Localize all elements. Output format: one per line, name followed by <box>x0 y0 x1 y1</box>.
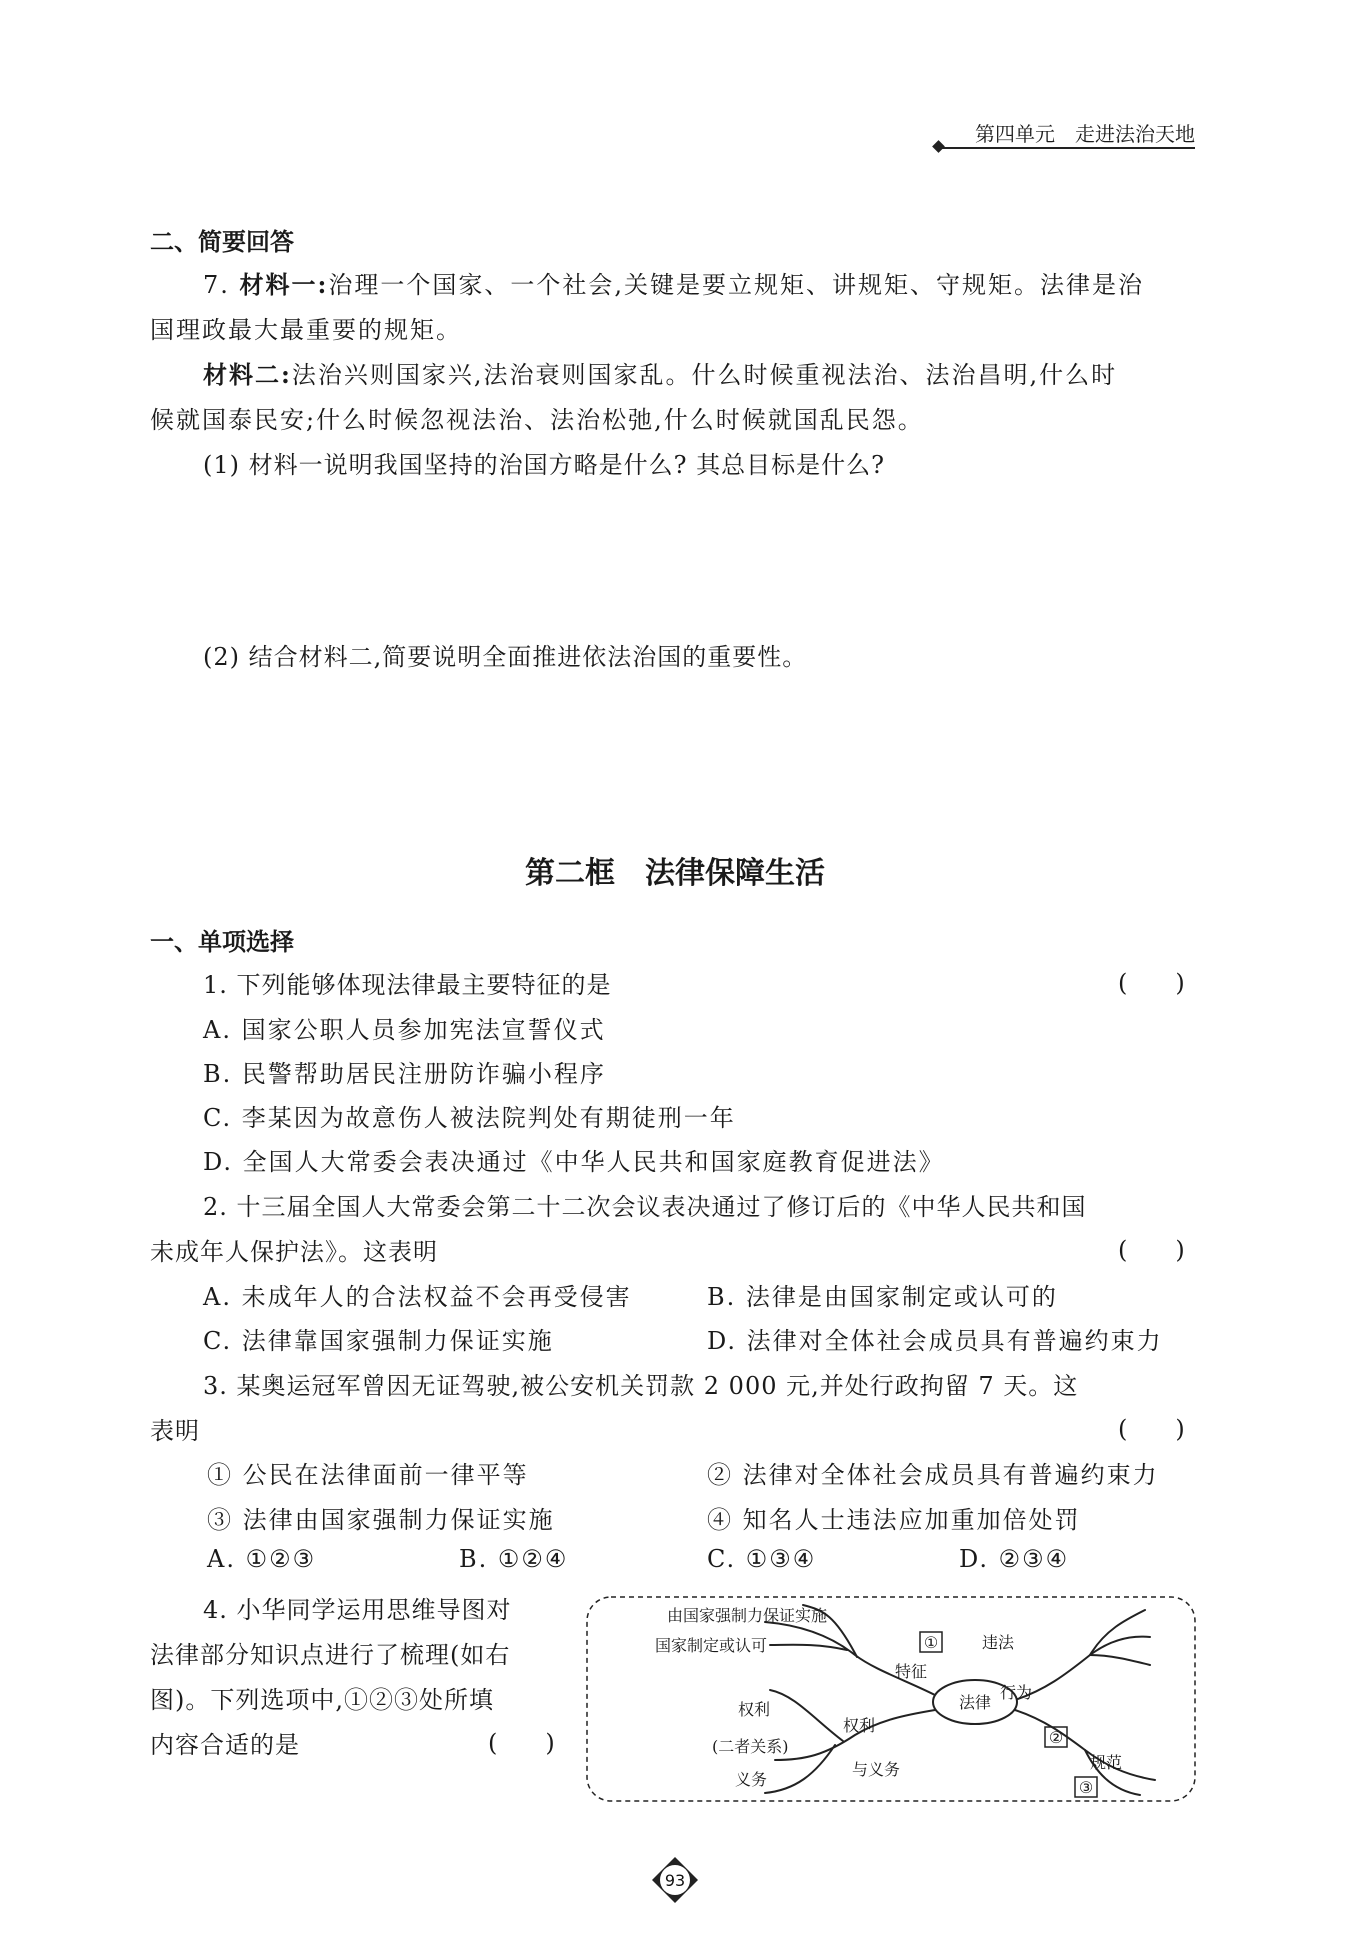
q4-answer-paren: ( ) <box>488 1729 555 1757</box>
q4-stem-line4: 内容合适的是 <box>150 1731 300 1759</box>
node-norm: 规范 <box>1090 1753 1123 1772</box>
q4-stem-line2: 法律部分知识点进行了梳理(如右 <box>150 1641 511 1669</box>
q7-sub-question-2: (2) 结合材料二,简要说明全面推进依法治国的重要性。 <box>203 643 808 671</box>
q7-material2-line2: 候就国泰民安;什么时候忽视法治、法治松弛,什么时候就国乱民怨。 <box>150 406 924 434</box>
q3-option-b: B. ①②④ <box>459 1545 569 1573</box>
section-heading-brief: 二、简要回答 <box>150 228 294 256</box>
q3-option-c: C. ①③④ <box>707 1545 817 1573</box>
branch-made <box>770 1645 847 1650</box>
blank-3-label: ③ <box>1078 1778 1094 1797</box>
center-label: 法律 <box>958 1693 992 1712</box>
page-number-badge <box>650 1855 700 1905</box>
q7-material1-line1 <box>203 265 1144 300</box>
blank-2-label: ② <box>1048 1728 1064 1747</box>
q7-sub-question-1: (1) 材料一说明我国坚持的治国方略是什么? 其总目标是什么? <box>203 451 885 479</box>
unit-header: 第四单元 走进法治天地 <box>975 122 1195 146</box>
q7-material1-line2: 国理政最大最重要的规矩。 <box>150 316 462 344</box>
q7-material1-label: 材料一: <box>239 270 329 299</box>
q3-stem-line1: 3. 某奥运冠军曾因无证驾驶,被公安机关罚款 2 000 元,并处行政拘留 7 天。这 <box>203 1372 1079 1400</box>
node-violate: 违法 <box>982 1633 1015 1652</box>
q3-stem-line2: 表明 <box>150 1417 200 1445</box>
q7-material2-line1 <box>203 355 1117 390</box>
node-rights: 权利 <box>738 1700 771 1719</box>
branch-feature <box>765 1622 935 1695</box>
q7-number: 7. <box>203 271 240 299</box>
q1-option-a: A. 国家公职人员参加宪法宣誓仪式 <box>203 1016 606 1044</box>
node-rights-branch: 权利 <box>843 1716 876 1735</box>
q3-option-d: D. ②③④ <box>959 1545 1070 1573</box>
header-rule <box>940 147 1195 149</box>
branch-norm <box>1015 1710 1155 1780</box>
q1-option-d: D. 全国人大常委会表决通过《中华人民共和国家庭教育促进法》 <box>203 1148 945 1176</box>
q2-answer-paren: ( ) <box>1118 1236 1185 1264</box>
q3-statement-2: ② 法律对全体社会成员具有普遍约束力 <box>707 1461 1159 1489</box>
q1-option-b: B. 民警帮助居民注册防诈骗小程序 <box>203 1060 606 1088</box>
q2-option-c: C. 法律靠国家强制力保证实施 <box>203 1327 554 1355</box>
node-enforced: 由国家强制力保证实施 <box>667 1606 828 1625</box>
q7-material1-text: 治理一个国家、一个社会,关键是要立规矩、讲规矩、守规矩。法律是治 <box>328 271 1145 299</box>
q7-material2-text: 法治兴则国家兴,法治衰则国家乱。什么时候重视法治、法治昌明,什么时 <box>291 361 1118 389</box>
node-feature: 特征 <box>895 1662 928 1681</box>
node-made-or-recognized: 国家制定或认可 <box>655 1636 768 1655</box>
page-number: 93 <box>664 1871 686 1890</box>
q7-material2-label: 材料二: <box>203 360 292 389</box>
q3-option-a: A. ①②③ <box>207 1545 317 1573</box>
q2-option-b: B. 法律是由国家制定或认可的 <box>707 1283 1058 1311</box>
q2-stem-line2: 未成年人保护法》。这表明 <box>150 1238 438 1266</box>
q3-answer-paren: ( ) <box>1118 1415 1185 1443</box>
node-relation: (二者关系) <box>712 1737 789 1756</box>
q3-statement-4: ④ 知名人士违法应加重加倍处罚 <box>707 1506 1081 1534</box>
q3-statement-3: ③ 法律由国家强制力保证实施 <box>207 1506 555 1534</box>
q1-option-c: C. 李某因为故意伤人被法院判处有期徒刑一年 <box>203 1104 736 1132</box>
node-duty: 义务 <box>735 1770 768 1789</box>
branch-rights-top <box>770 1690 843 1741</box>
q3-statement-1: ① 公民在法律面前一律平等 <box>207 1461 529 1489</box>
q4-stem-line1: 4. 小华同学运用思维导图对 <box>203 1596 512 1624</box>
q4-stem-line3: 图)。下列选项中,①②③处所填 <box>150 1686 494 1714</box>
law-mind-map <box>585 1595 1197 1803</box>
q1-stem: 1. 下列能够体现法律最主要特征的是 <box>203 971 612 999</box>
header-diamond-icon <box>932 140 945 153</box>
q2-option-a: A. 未成年人的合法权益不会再受侵害 <box>203 1283 632 1311</box>
q2-stem-line1: 2. 十三届全国人大常委会第二十二次会议表决通过了修订后的《中华人民共和国 <box>203 1193 1087 1221</box>
branch-behavior <box>1015 1637 1150 1700</box>
q1-answer-paren: ( ) <box>1118 969 1185 997</box>
node-behavior: 行为 <box>1000 1683 1033 1702</box>
node-and-duty: 与义务 <box>852 1760 901 1779</box>
blank-1-label: ① <box>923 1633 939 1652</box>
branch-violate-2 <box>1090 1655 1150 1665</box>
section-heading-choice: 一、单项选择 <box>150 928 294 956</box>
lesson-title: 第二框 法律保障生活 <box>525 856 825 891</box>
q2-option-d: D. 法律对全体社会成员具有普遍约束力 <box>707 1327 1163 1355</box>
